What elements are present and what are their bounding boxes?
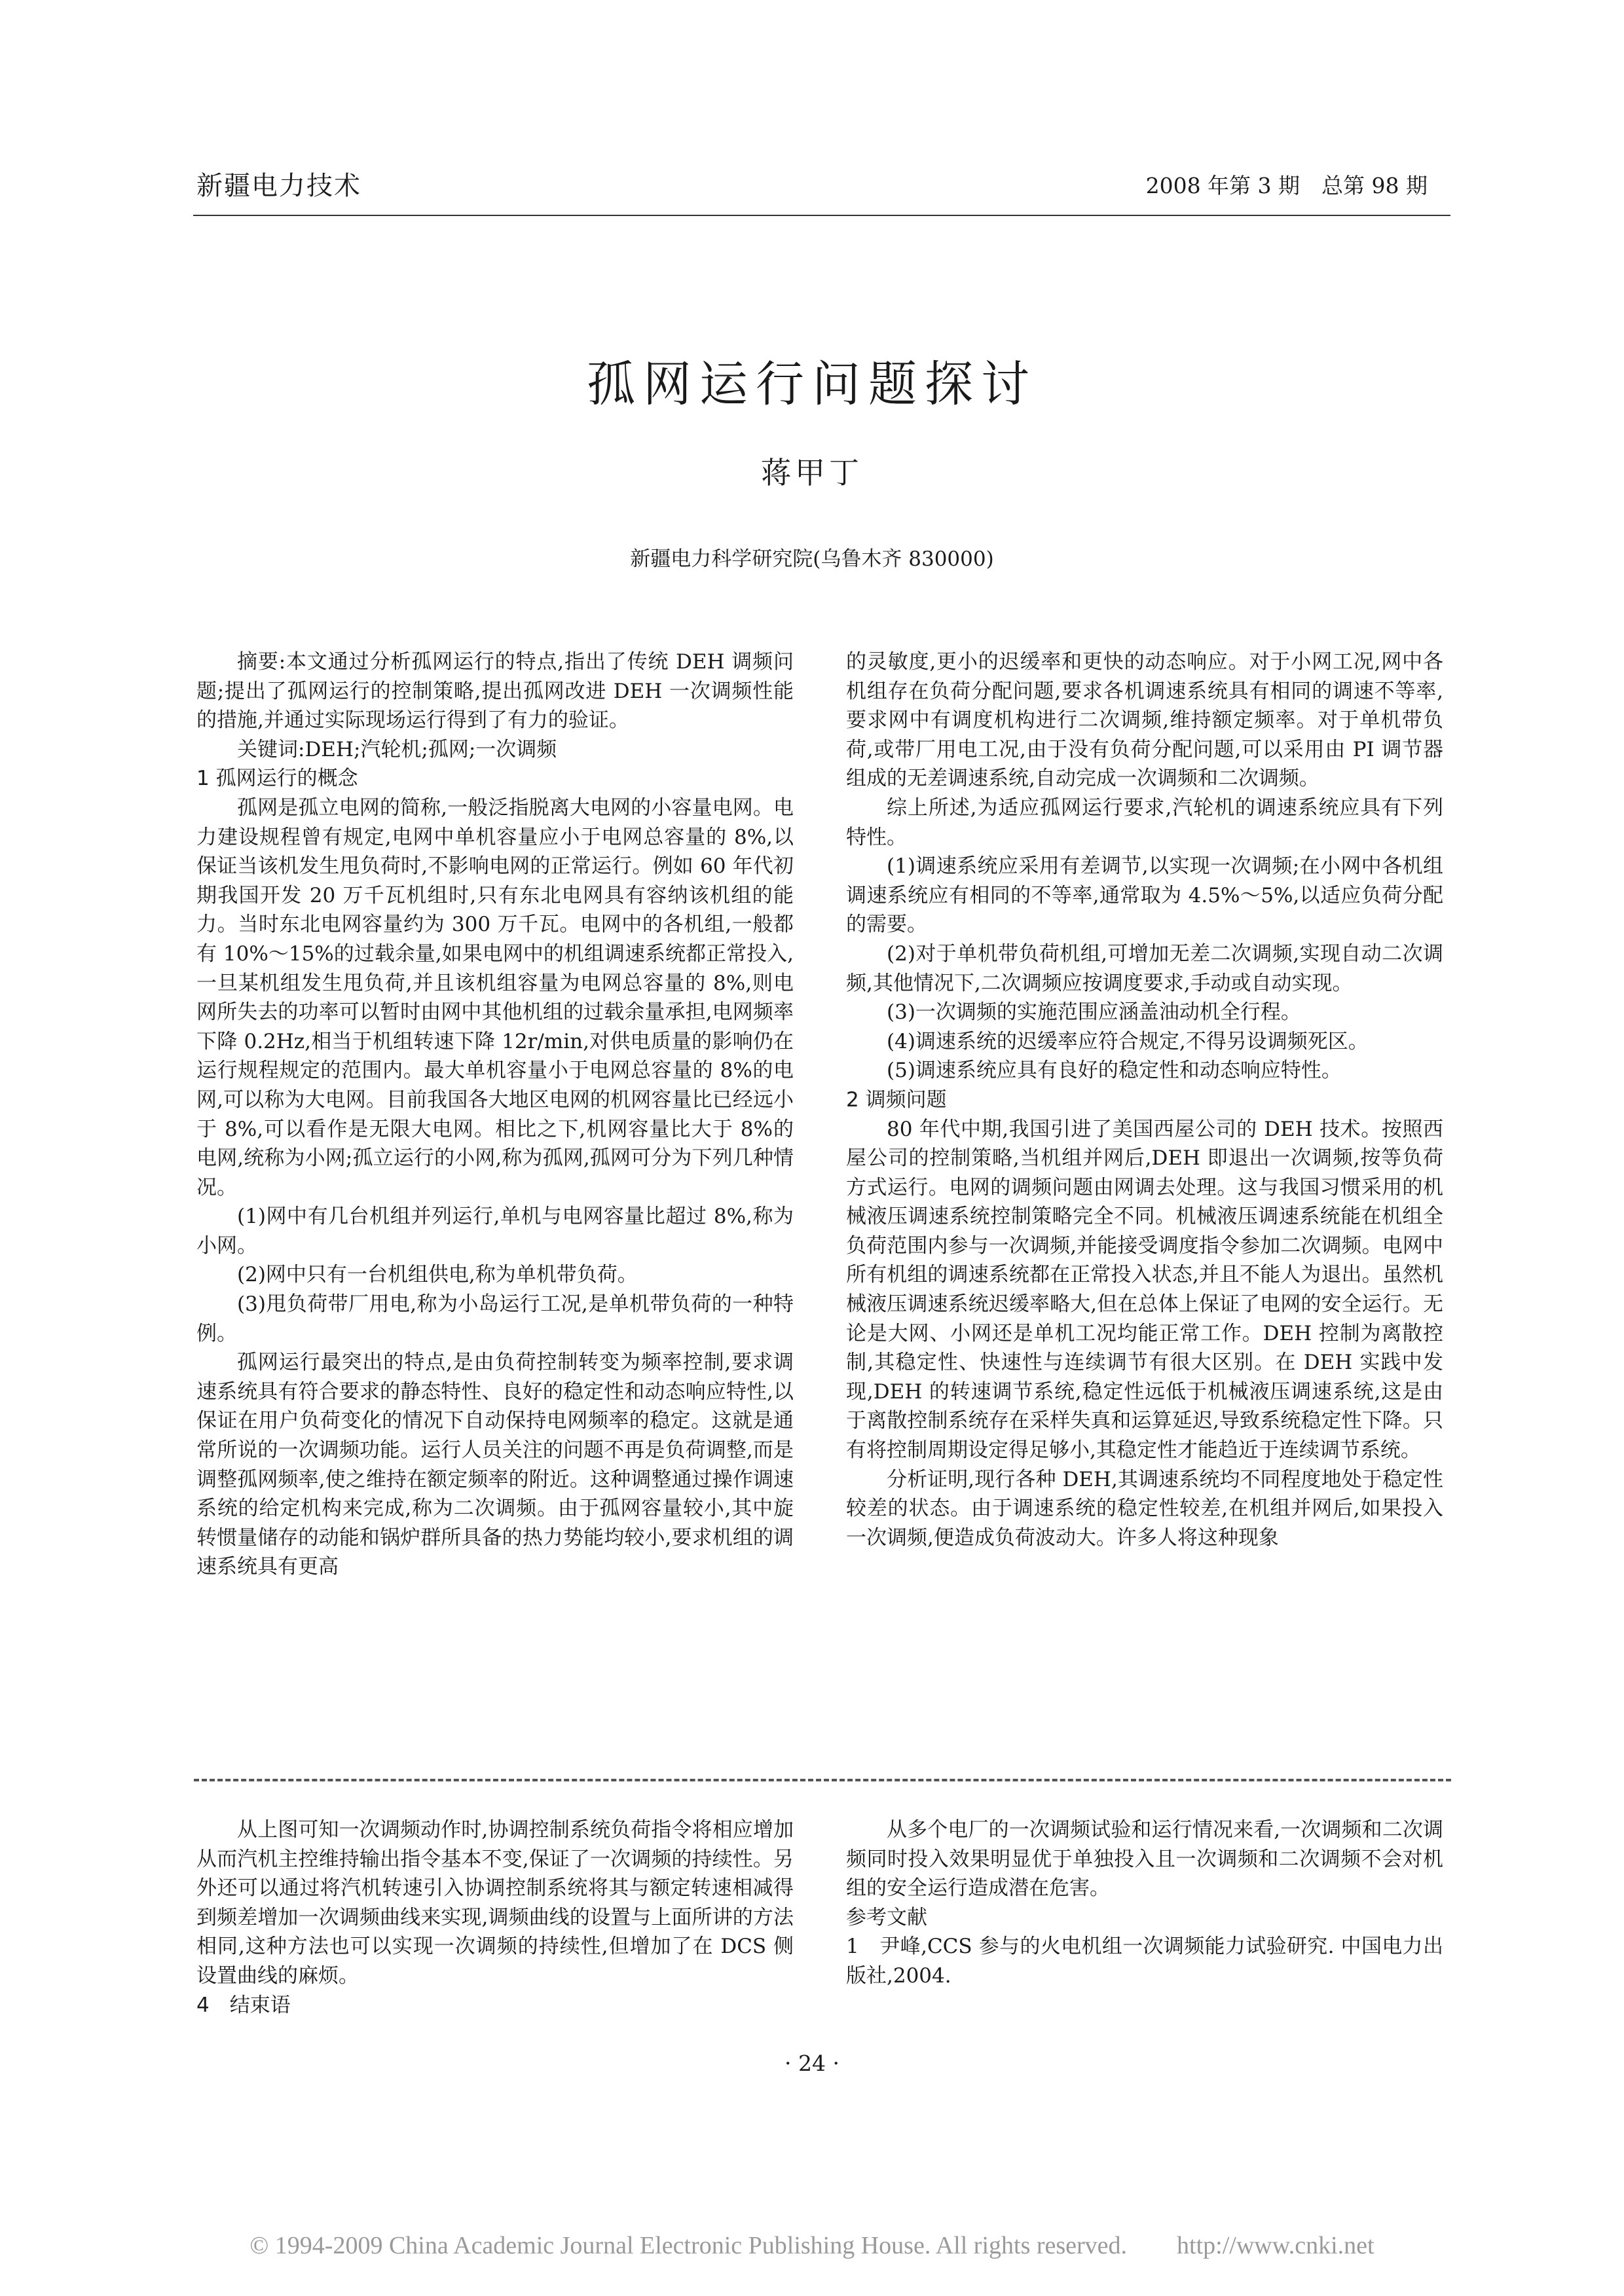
text-column-left-lower bbox=[196, 1815, 794, 2020]
abstract: 摘要:本文通过分析孤网运行的特点,指出了传统 DEH 调频问题;提出了孤网运行的控制策略,提出孤网改进 DEH 一次调频性能的措施,并通过实际现场运行得到了有力的验证。 bbox=[196, 650, 794, 733]
paragraph: 孤网运行最突出的特点,是由负荷控制转变为频率控制,要求调速系统具有符合要求的静态特性、良好的稳定性和动态响应特性,以保证在用户负荷变化的情况下自动保持电网频率的稳定。这就是通常所说的一次调频功能。运行人员关注的问题不再是负荷调整,而是调整孤网频率,使之维持在额定频率的附近。这种调整通过操作调速系统的给定机构来完成,称为二次调频。由于孤网容量较小,其中旋转惯量储存的动能和锅炉群所具备的热力势能均较小,要求机组的调速系统具有更高 bbox=[196, 1351, 794, 1579]
references-heading: 参考文献 bbox=[846, 1905, 927, 1929]
list-item: (5)调速系统应具有良好的稳定性和动态响应特性。 bbox=[887, 1059, 1342, 1083]
keywords: 关键词:DEH;汽轮机;孤网;一次调频 bbox=[237, 737, 557, 761]
paragraph: 分析证明,现行各种 DEH,其调速系统均不同程度地处于稳定性较差的状态。由于调速系统的稳定性较差,在机组并网后,如果投入一次调频,便造成负荷波动大。许多人将这种现象 bbox=[846, 1467, 1443, 1550]
author-affiliation: 新疆电力科学研究院(乌鲁木齐 830000) bbox=[630, 547, 994, 571]
paragraph: 孤网是孤立电网的简称,一般泛指脱离大电网的小容量电网。电力建设规程曾有规定,电网中单机容量应小于电网总容量的 8%,以保证当该机发生甩负荷时,不影响电网的正常运行。例如 60 年代初期我国开发 20 万千瓦机组时,只有东北电网具有容纳该机组的能力。当时东北电网容量约为 300 万千瓦。电网中的各机组,一般都有 10%～15%的过载余量,如果电网中的机组调速系统都正常投入,一旦某机组发生甩负荷,并且该机组容量为电网总容量的 8%,则电网所失去的功率可以暂时由网中其他机组的过载余量承担,电网频率下降 0.2Hz,相当于机组转速下降 12r/min,对供电质量的影响仍在运行规程规定的范围内。最大单机容量小于电网总容量的 8%的电网,可以称为大电网。目前我国各大地区电网的机网容量比已经远小于 8%,可以看作是无限大电网。相比之下,机网容量比大于 8%的电网,统称为小网;孤立运行的小网,称为孤网,孤网可分为下列几种情况。 bbox=[196, 795, 794, 1199]
section-heading: 4 结束语 bbox=[196, 1993, 291, 2017]
text-column-right-lower bbox=[846, 1815, 1443, 1991]
page-cut-separator bbox=[194, 1779, 1451, 1781]
text-column-right-upper bbox=[846, 647, 1443, 1552]
issue-info: 2008 年第 3 期 总第 98 期 bbox=[1145, 173, 1428, 198]
page-number: · 24 · bbox=[784, 2050, 840, 2076]
list-item: (3)一次调频的实施范围应涵盖油动机全行程。 bbox=[887, 1000, 1301, 1025]
reference-item: 1 尹峰,CCS 参与的火电机组一次调频能力试验研究. 中国电力出版社,2004. bbox=[846, 1935, 1443, 1988]
list-item: (3)甩负荷带厂用电,称为小岛运行工况,是单机带负荷的一种特例。 bbox=[196, 1292, 794, 1345]
journal-name: 新疆电力技术 bbox=[196, 171, 361, 201]
section-heading: 2 调频问题 bbox=[846, 1087, 947, 1112]
paragraph: 从上图可知一次调频动作时,协调控制系统负荷指令将相应增加从而汽机主控维持输出指令基本不变,保证了一次调频的持续性。另外还可以通过将汽机转速引入协调控制系统将其与额定转速相减得到频差增加一次调频曲线来实现,调频曲线的设置与上面所讲的方法相同,这种方法也可以实现一次调频的持续性,但增加了在 DCS 侧设置曲线的麻烦。 bbox=[196, 1818, 794, 1988]
section-heading: 1 孤网运行的概念 bbox=[196, 767, 358, 791]
paragraph: 从多个电厂的一次调频试验和运行情况来看,一次调频和二次调频同时投入效果明显优于单独投入且一次调频和二次调频不会对机组的安全运行造成潜在危害。 bbox=[846, 1818, 1443, 1901]
list-item: (2)对于单机带负荷机组,可增加无差二次调频,实现自动二次调频,其他情况下,二次调频应按调度要求,手动或自动实现。 bbox=[846, 941, 1443, 995]
paragraph: 的灵敏度,更小的迟缓率和更快的动态响应。对于小网工况,网中各机组存在负荷分配问题,要求各机调速系统具有相同的调速不等率,要求网中有调度机构进行二次调频,维持额定频率。对于单机带负荷,或带厂用电工况,由于没有负荷分配问题,可以采用由 PI 调节器组成的无差调速系统,自动完成一次调频和二次调频。 bbox=[846, 650, 1443, 791]
article-title: 孤网运行问题探讨 bbox=[587, 356, 1037, 412]
list-item: (2)网中只有一台机组供电,称为单机带负荷。 bbox=[237, 1263, 638, 1287]
paragraph: 80 年代中期,我国引进了美国西屋公司的 DEH 技术。按照西屋公司的控制策略,当机组并网后,DEH 即退出一次调频,按等负荷方式运行。电网的调频问题由网调去处理。这与我国习惯采用的机械液压调速系统控制策略完全不同。机械液压调速系统能在机组全负荷范围内参与一次调频,并能接受调度指令参加二次调频。电网中所有机组的调速系统都在正常投入状态,并且不能人为退出。虽然机械液压调速系统迟缓率略大,但在总体上保证了电网的安全运行。无论是大网、小网还是单机工况均能正常工作。DEH 控制为离散控制,其稳定性、快速性与连续调节有很大区别。在 DEH 实践中发现,DEH 的转速调节系统,稳定性远低于机械液压调速系统,这是由于离散控制系统存在采样失真和运算延迟,导致系统稳定性下降。只有将控制周期设定得足够小,其稳定性才能趋近于连续调节系统。 bbox=[846, 1117, 1443, 1463]
copyright-footer: © 1994-2009 China Academic Journal Electronic Publishing House. All rights reserved. http://www.cnki.net bbox=[249, 2232, 1375, 2259]
article-author: 蒋甲丁 bbox=[761, 455, 863, 490]
header-divider bbox=[193, 215, 1450, 216]
text-column-left-upper bbox=[196, 647, 794, 1582]
list-item: (1)调速系统应采用有差调节,以实现一次调频;在小网中各机组调速系统应有相同的不等率,通常取为 4.5%～5%,以适应负荷分配的需要。 bbox=[846, 854, 1443, 937]
paragraph: 综上所述,为适应孤网运行要求,汽轮机的调速系统应具有下列特性。 bbox=[846, 795, 1443, 849]
list-item: (4)调速系统的迟缓率应符合规定,不得另设调频死区。 bbox=[887, 1029, 1369, 1053]
list-item: (1)网中有几台机组并列运行,单机与电网容量比超过 8%,称为小网。 bbox=[196, 1205, 794, 1258]
